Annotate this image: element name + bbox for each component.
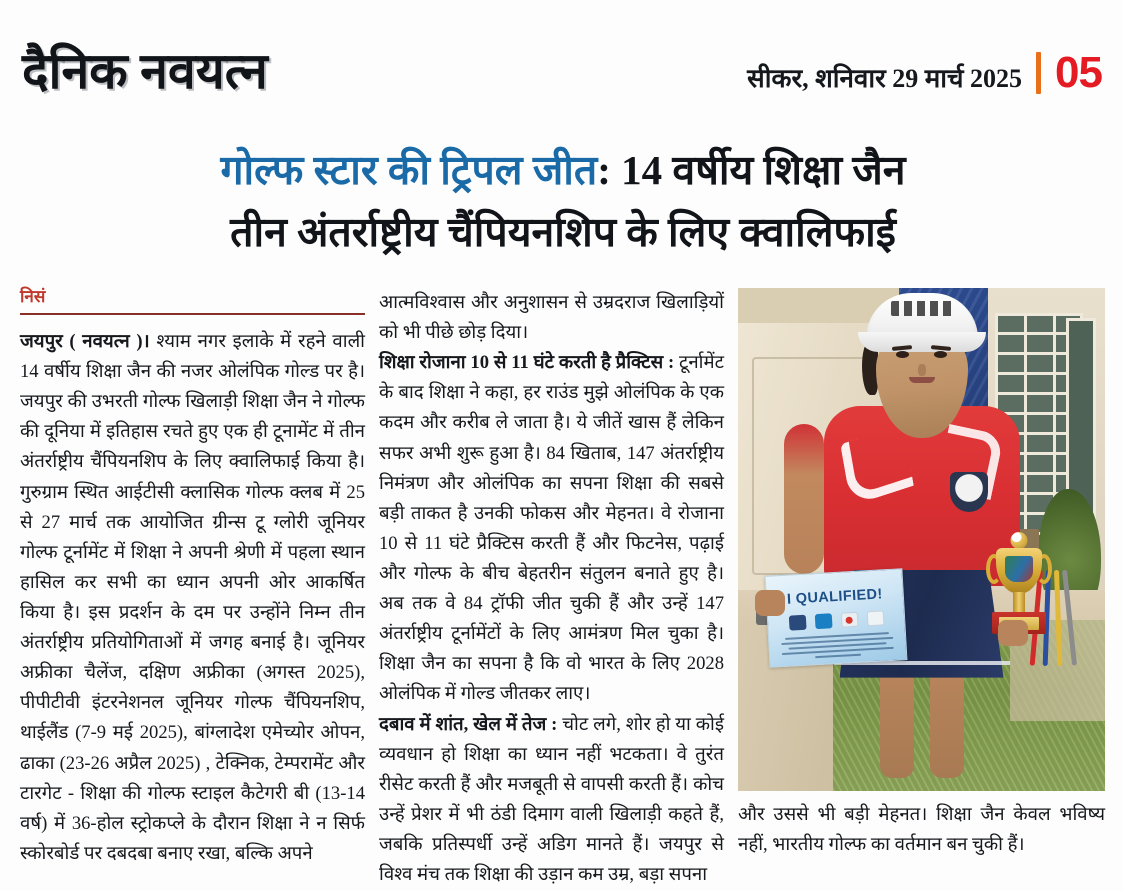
sponsor-logo-icon [815, 613, 833, 629]
paragraph: आत्मविश्वास और अनुशासन से उम्रदराज खिलाड़ियों को भी पीछे छोड़ दिया। [379, 292, 724, 344]
subject-hand-right [998, 620, 1028, 646]
masthead [22, 26, 1102, 99]
column-2-text-2: चोट लगे, शोर हो या कोई व्यवधान हो शिक्षा का ध्यान नहीं भटकता। वे तुरंत रीसेट करती हैं और मजबूती से वापसी करती हैं। कोच उन्हें प्रेशर में भी ठंडी दिमाग वाली खिलाड़ी कहते हैं, जबकि प्रतिस्पर्धी उन्हें अडिग मानते हैं। जयपुर से विश्व मंच तक शिक्षा की उड़ान कम उम्र, बड़ा सपना [379, 713, 724, 886]
headline [24, 140, 1102, 263]
page-number: 05 [1055, 48, 1102, 98]
column-3 [738, 288, 1105, 888]
column-1-body [20, 327, 365, 869]
certificate-logo-row [768, 609, 905, 632]
subject-nose [918, 364, 926, 376]
column-1-text: श्याम नगर इलाके में रहने वाली 14 वर्षीय शिक्षा जैन की नजर ओलंपिक गोल्ड पर है। जयपुर की उभरती गोल्फ खिलाड़ी शिक्षा जैन ने गोल्फ की दूनिया में इतिहास रचते हुए एक ही टूनामेंट में तीन अंतर्राष्ट्रीय चैंपियनशिप के लिए क्वालिफाई किया है। गुरुग्राम स्थित आईटीसी क्लासिक गोल्फ क्लब में 25 से 27 मार्च तक आयोजित ग्रीन्स टू ग्लोरी जूनियर गोल्फ टूर्नामेंट में शिक्षा ने अपनी श्रेणी में पहला स्थान हासिल कर सभी का ध्यान अपनी ओर आकर्षित किया है। इस प्रदर्शन के दम पर उन्होंने निम्न तीन अंतर्राष्ट्रीय प्रतियोगिताओं में जगह बनाई है। जूनियर अफ्रीका चैलेंज, दक्षिण अफ्रीका (अगस्त 2025), पीपीटीवी इंटरनेशनल जूनियर गोल्फ चैंपियनशिप, थाईलैंड (7-9 मई 2025), बांग्लादेश एमेच्योर ओपन, ढाका (23-26 अप्रैल 2025) , टेक्निक, टेम्परामेंट और टारगेट - शिक्षा की गोल्फ स्टाइल कैटेगरी बी (13-14 वर्ष) में 36-होल स्ट्रोकप्ले के दौरान शिक्षा ने न सिर्फ स्कोरबोर्ड पर दबदबा बनाए रखा, बल्कि अपने [20, 331, 366, 864]
cap-brim [858, 332, 986, 352]
headline-line-2: तीन अंतर्राष्ट्रीय चैंपियनशिप के लिए क्वालिफाई [230, 208, 896, 255]
trophy-finial [1010, 532, 1027, 549]
column-2-body [379, 288, 724, 890]
masthead-right-group [747, 48, 1102, 98]
column-1 [20, 288, 365, 888]
headline-segment-blue: गोल्फ स्टार की ट्रिपल जीत [220, 147, 598, 193]
photo-canvas [738, 288, 1105, 791]
subhead-practice: शिक्षा रोजाना 10 से 11 घंटे करती है प्रैक्टिस : [379, 352, 675, 374]
shirt-crest-logo [950, 472, 988, 512]
certificate-detail-lines [779, 632, 896, 663]
qualification-certificate [765, 568, 908, 668]
photo-caption: और उससे भी बड़ी मेहनत। शिक्षा जैन केवल भविष्य नहीं, भारतीय गोल्फ का वर्तमान बन चुकी हैं। [738, 804, 1105, 856]
column-2 [379, 288, 724, 888]
subject-leg-left [880, 660, 914, 778]
ribbon-gold [1054, 570, 1062, 666]
cap-logo [891, 301, 953, 316]
masthead-divider [1036, 52, 1041, 94]
paragraph [379, 348, 724, 709]
subject-hand-left [755, 590, 785, 616]
headline-segment-black: : 14 वर्षीय शिक्षा जैन [597, 147, 906, 193]
subject-mouth [909, 377, 935, 383]
paragraph [379, 710, 724, 891]
paragraph [20, 327, 365, 869]
masthead-title: दैनिक नवयत्न [22, 43, 268, 99]
federation-logo-icon [789, 615, 807, 631]
column-2-text-1: टूर्नामेंट के बाद शिक्षा ने कहा, हर राउंड मुझे ओलंपिक के एक कदम और करीब ले जाता है। ये जीतें खास हैं लेकिन सफर अभी शुरू हुआ है। 84 खिताब, 147 अंतर्राष्ट्रीय निमंत्रण और ओलंपिक का सपना शिक्षा की सबसे बड़ी ताकत है उनकी फोकस और मेहनत। वे रोजाना 10 से 11 घंटे प्रैक्टिस करती हैं और फिटनेस, पढ़ाई और गोल्फ के बीच बेहतरीन संतुलन बनाते हुए है। अब तक वे 84 ट्रॉफी जीत चुकी हैं और उन्हें 147 अंतर्राष्ट्रीय टूर्नामेंटों के लिए आमंत्रण मिल चुका है। शिक्षा जैन का सपना है कि वो भारत के लिए 2028 ओलंपिक में गोल्ड जीतकर लाए। [379, 352, 724, 705]
certificate-line [815, 654, 861, 659]
trophy-stem [1013, 592, 1025, 614]
dateline: जयपुर ( नवयत्न )। [20, 331, 150, 352]
article-columns [20, 288, 1105, 888]
article-photo [738, 288, 1105, 791]
masthead-dateline: सीकर, शनिवार 29 मार्च 2025 [747, 64, 1023, 94]
headline-line-1 [24, 140, 1102, 202]
trophy-cup-inner [1005, 556, 1033, 582]
byline-rule [20, 313, 365, 315]
byline-label: निसं [20, 287, 46, 306]
bangladesh-flag-icon [841, 612, 859, 628]
subhead-calm: दबाव में शांत, खेल में तेज : [379, 713, 558, 735]
south-africa-flag-icon [867, 611, 885, 627]
subject-leg-right [930, 660, 964, 778]
certificate-title: I QUALIFIED! [786, 586, 884, 608]
subject-arm-left [784, 424, 824, 574]
